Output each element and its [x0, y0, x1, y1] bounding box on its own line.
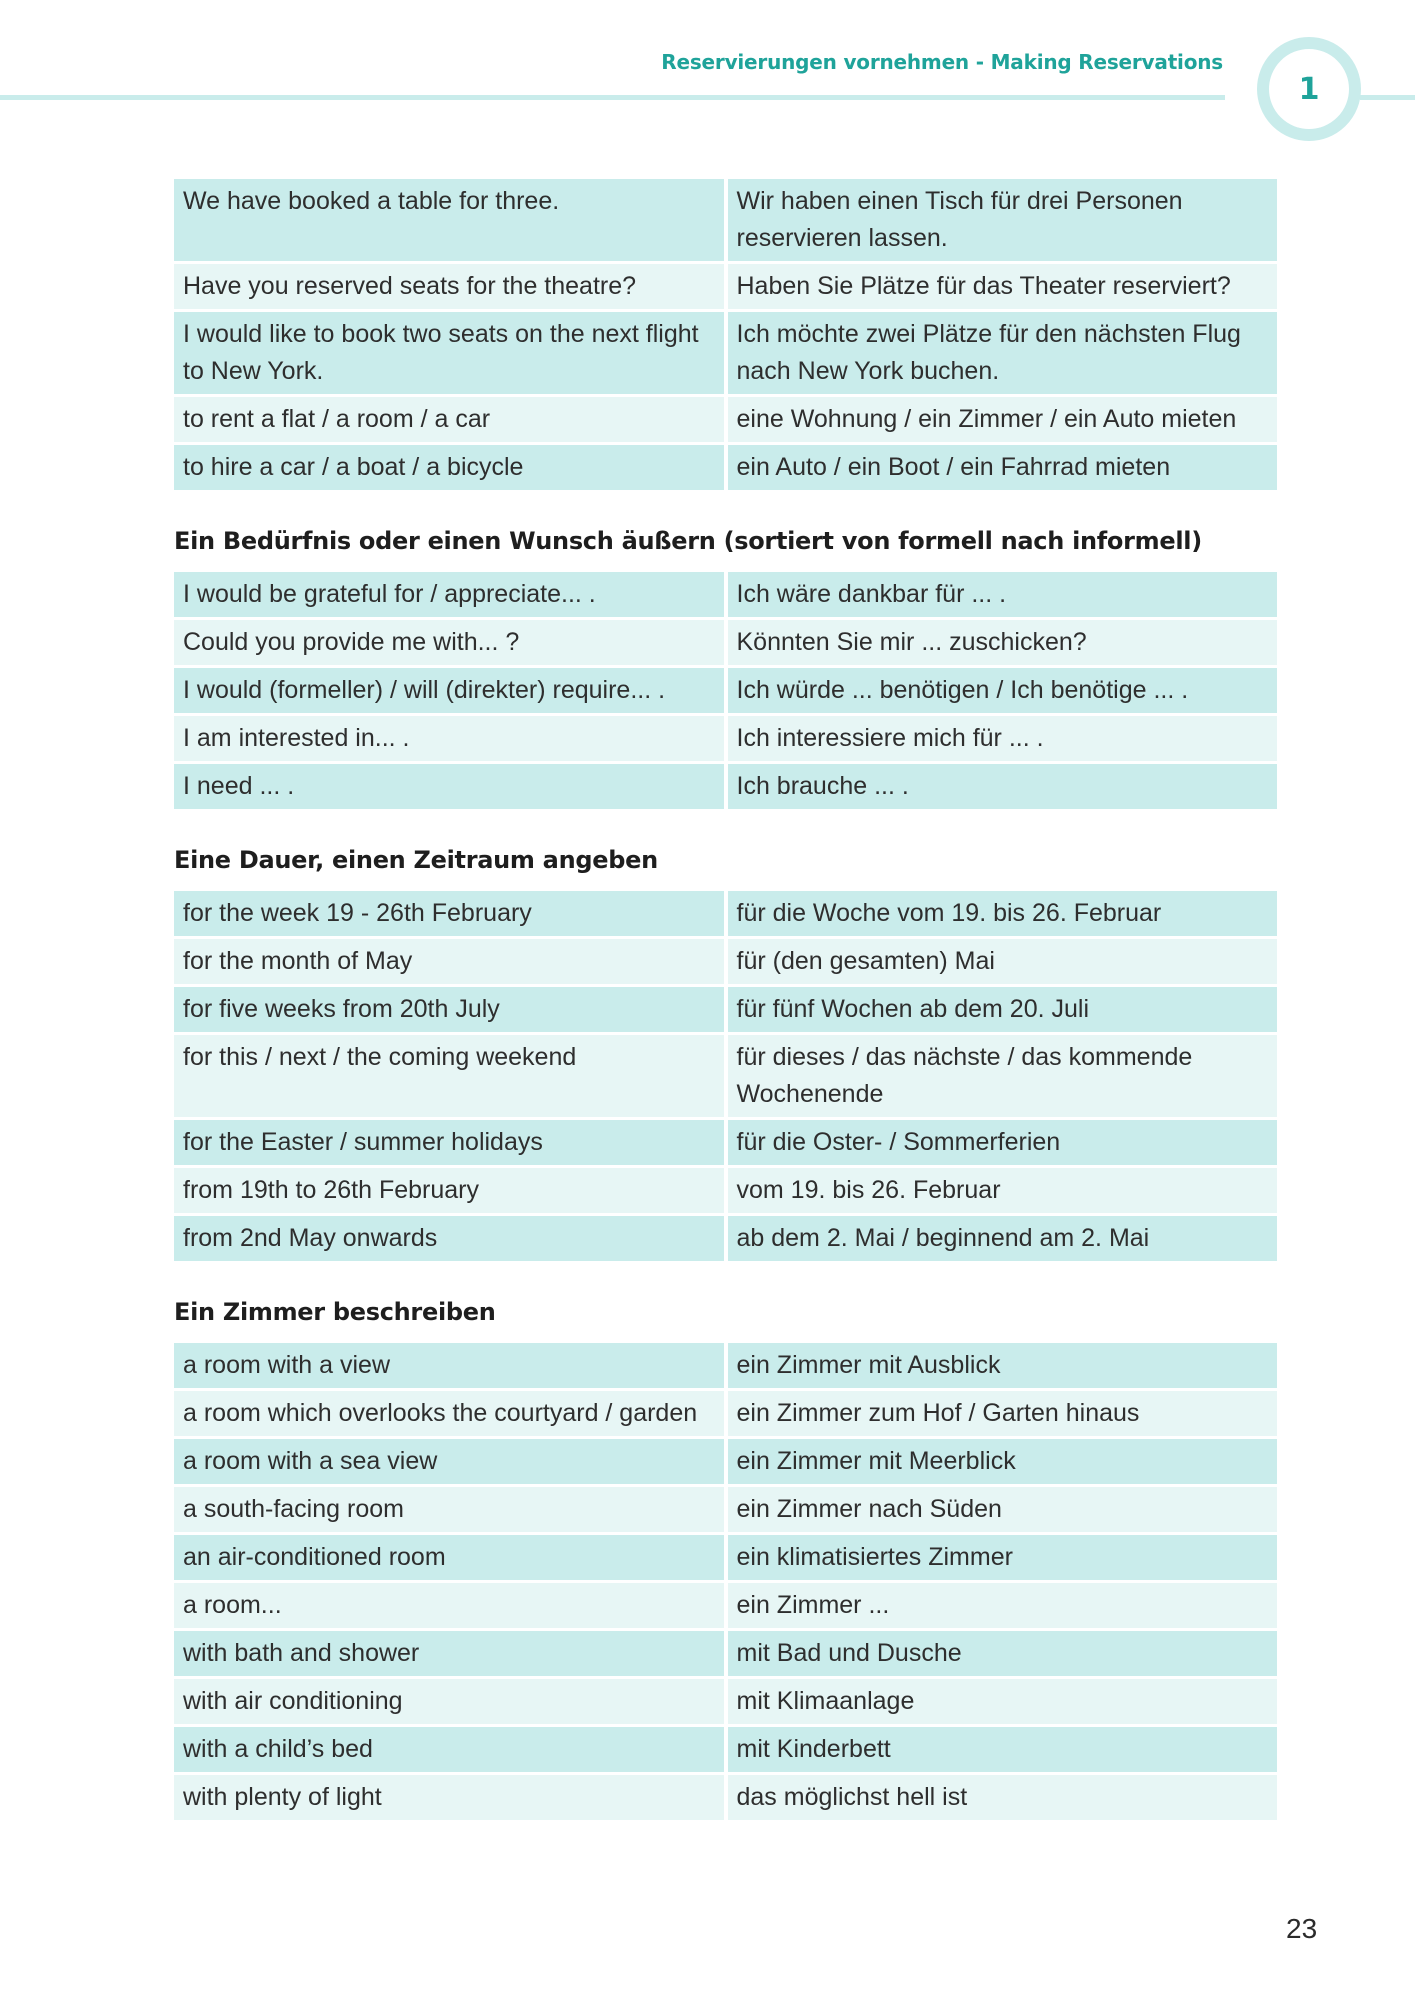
- english-phrase: an air-conditioned room: [174, 1535, 724, 1580]
- table-row: [174, 716, 1277, 761]
- section-heading: Eine Dauer, einen Zeitraum angeben: [174, 846, 658, 874]
- english-phrase: Could you provide me with... ?: [174, 620, 724, 665]
- german-translation: ein Zimmer zum Hof / Garten hinaus: [728, 1391, 1278, 1436]
- english-phrase: for five weeks from 20th July: [174, 987, 724, 1032]
- english-phrase: I would be grateful for / appreciate... .: [174, 572, 724, 617]
- english-phrase: a room which overlooks the courtyard / garden: [174, 1391, 724, 1436]
- english-phrase: for the month of May: [174, 939, 724, 984]
- german-translation: für die Woche vom 19. bis 26. Februar: [728, 891, 1278, 936]
- page-number: 23: [1286, 1913, 1318, 1944]
- english-phrase: from 19th to 26th February: [174, 1168, 724, 1213]
- table-row: [174, 668, 1277, 713]
- vocabulary-table: [170, 1340, 1281, 1823]
- table-row: [174, 620, 1277, 665]
- german-translation: vom 19. bis 26. Februar: [728, 1168, 1278, 1213]
- table-row: [174, 764, 1277, 809]
- vocabulary-content: [174, 176, 1285, 1823]
- english-phrase: with a child’s bed: [174, 1727, 724, 1772]
- section-heading: Ein Bedürfnis oder einen Wunsch äußern (sortiert von formell nach informell): [174, 527, 1202, 555]
- running-header-title: Reservierungen vornehmen - Making Reservations: [661, 50, 1223, 74]
- english-phrase: with air conditioning: [174, 1679, 724, 1724]
- english-phrase: I would like to book two seats on the next flight to New York.: [174, 312, 724, 394]
- header-rule-right: [1360, 95, 1415, 100]
- table-row: [174, 179, 1277, 261]
- german-translation: Könnten Sie mir ... zuschicken?: [728, 620, 1278, 665]
- vocabulary-table: [170, 176, 1281, 493]
- table-row: [174, 1168, 1277, 1213]
- table-row: [174, 1439, 1277, 1484]
- english-phrase: with plenty of light: [174, 1775, 724, 1820]
- section-heading: Ein Zimmer beschreiben: [174, 1298, 496, 1326]
- german-translation: ab dem 2. Mai / beginnend am 2. Mai: [728, 1216, 1278, 1261]
- german-translation: das möglichst hell ist: [728, 1775, 1278, 1820]
- table-row: [174, 1535, 1277, 1580]
- german-translation: ein klimatisiertes Zimmer: [728, 1535, 1278, 1580]
- german-translation: Ich wäre dankbar für ... .: [728, 572, 1278, 617]
- english-phrase: Have you reserved seats for the theatre?: [174, 264, 724, 309]
- table-row: [174, 1216, 1277, 1261]
- german-translation: für dieses / das nächste / das kommende Wochenende: [728, 1035, 1278, 1117]
- german-translation: Ich interessiere mich für ... .: [728, 716, 1278, 761]
- table-row: [174, 572, 1277, 617]
- german-translation: Ich würde ... benötigen / Ich benötige ... .: [728, 668, 1278, 713]
- table-row: [174, 1343, 1277, 1388]
- table-row: [174, 1120, 1277, 1165]
- table-row: [174, 1679, 1277, 1724]
- english-phrase: a room with a view: [174, 1343, 724, 1388]
- german-translation: für (den gesamten) Mai: [728, 939, 1278, 984]
- german-translation: Ich möchte zwei Plätze für den nächsten Flug nach New York buchen.: [728, 312, 1278, 394]
- english-phrase: a room...: [174, 1583, 724, 1628]
- german-translation: ein Zimmer mit Meerblick: [728, 1439, 1278, 1484]
- vocabulary-table: [170, 888, 1281, 1264]
- english-phrase: to rent a flat / a room / a car: [174, 397, 724, 442]
- german-translation: mit Kinderbett: [728, 1727, 1278, 1772]
- english-phrase: with bath and shower: [174, 1631, 724, 1676]
- german-translation: für die Oster- / Sommerferien: [728, 1120, 1278, 1165]
- german-translation: Haben Sie Plätze für das Theater reserviert?: [728, 264, 1278, 309]
- german-translation: ein Zimmer ...: [728, 1583, 1278, 1628]
- english-phrase: from 2nd May onwards: [174, 1216, 724, 1261]
- table-row: [174, 987, 1277, 1032]
- german-translation: ein Zimmer mit Ausblick: [728, 1343, 1278, 1388]
- german-translation: mit Klimaanlage: [728, 1679, 1278, 1724]
- german-translation: für fünf Wochen ab dem 20. Juli: [728, 987, 1278, 1032]
- table-row: [174, 891, 1277, 936]
- german-translation: ein Zimmer nach Süden: [728, 1487, 1278, 1532]
- header-rule: [0, 95, 1225, 100]
- english-phrase: I need ... .: [174, 764, 724, 809]
- vocabulary-table: [170, 569, 1281, 812]
- english-phrase: a room with a sea view: [174, 1439, 724, 1484]
- english-phrase: We have booked a table for three.: [174, 179, 724, 261]
- english-phrase: I am interested in... .: [174, 716, 724, 761]
- english-phrase: for the Easter / summer holidays: [174, 1120, 724, 1165]
- table-row: [174, 445, 1277, 490]
- english-phrase: to hire a car / a boat / a bicycle: [174, 445, 724, 490]
- german-translation: ein Auto / ein Boot / ein Fahrrad mieten: [728, 445, 1278, 490]
- chapter-number: 1: [1298, 71, 1320, 107]
- english-phrase: a south-facing room: [174, 1487, 724, 1532]
- table-row: [174, 312, 1277, 394]
- german-translation: eine Wohnung / ein Zimmer / ein Auto mieten: [728, 397, 1278, 442]
- german-translation: Wir haben einen Tisch für drei Personen reservieren lassen.: [728, 179, 1278, 261]
- german-translation: Ich brauche ... .: [728, 764, 1278, 809]
- german-translation: mit Bad und Dusche: [728, 1631, 1278, 1676]
- table-row: [174, 939, 1277, 984]
- chapter-badge: [1257, 37, 1361, 141]
- table-row: [174, 1391, 1277, 1436]
- table-row: [174, 1487, 1277, 1532]
- table-row: [174, 1583, 1277, 1628]
- table-row: [174, 1631, 1277, 1676]
- english-phrase: for the week 19 - 26th February: [174, 891, 724, 936]
- table-row: [174, 1035, 1277, 1117]
- table-row: [174, 397, 1277, 442]
- english-phrase: for this / next / the coming weekend: [174, 1035, 724, 1117]
- table-row: [174, 1775, 1277, 1820]
- table-row: [174, 1727, 1277, 1772]
- english-phrase: I would (formeller) / will (direkter) require... .: [174, 668, 724, 713]
- table-row: [174, 264, 1277, 309]
